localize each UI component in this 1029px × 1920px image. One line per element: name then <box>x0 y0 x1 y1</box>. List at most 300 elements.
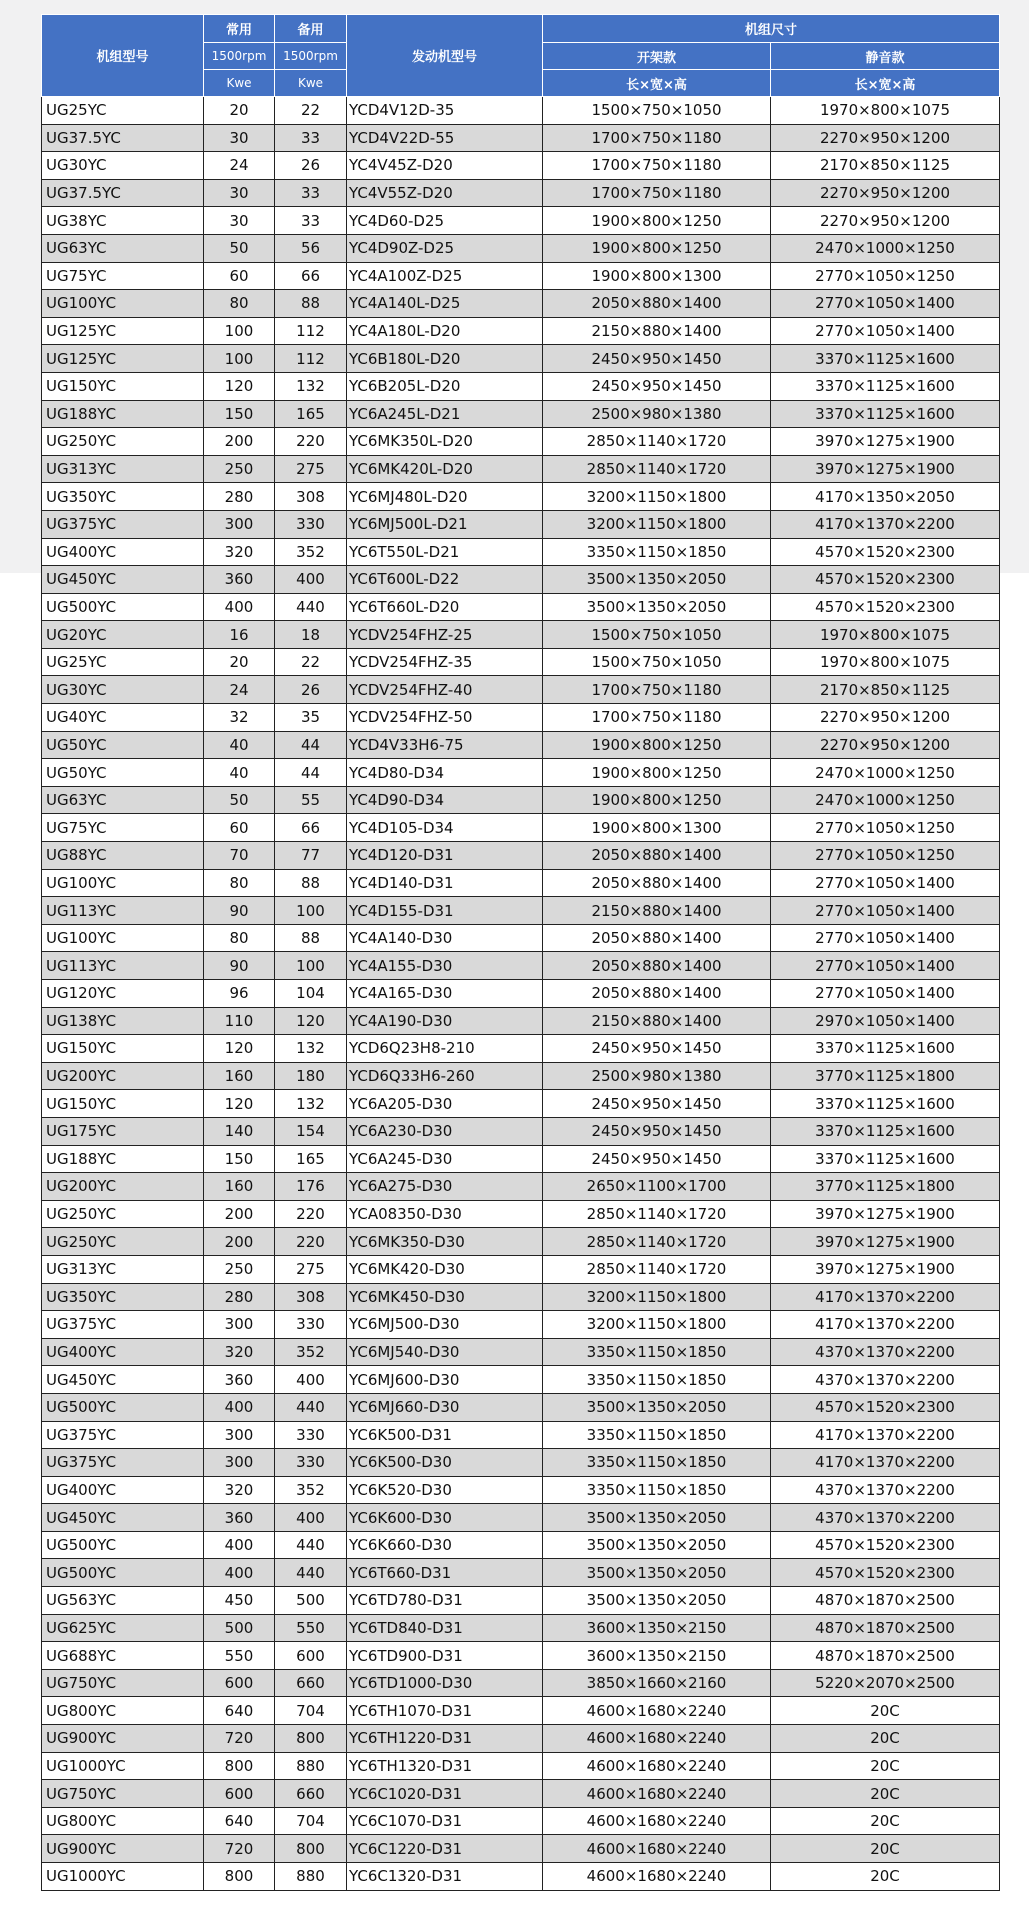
open-dimensions-cell: 1700×750×1180 <box>543 152 771 180</box>
common-kwe-cell: 30 <box>204 124 275 152</box>
common-kwe-cell: 300 <box>204 1449 275 1477</box>
table-row <box>42 1449 1000 1477</box>
common-kwe-cell: 550 <box>204 1642 275 1670</box>
header-open-type: 开架款 <box>543 43 771 70</box>
open-dimensions-cell: 2450×950×1450 <box>543 345 771 373</box>
engine-model-cell: YCD4V22D-55 <box>347 124 543 152</box>
open-dimensions-cell: 3350×1150×1850 <box>543 1421 771 1449</box>
engine-model-cell: YCDV254FHZ-35 <box>347 648 543 676</box>
common-kwe-cell: 90 <box>204 897 275 925</box>
open-dimensions-cell: 1900×800×1250 <box>543 786 771 814</box>
engine-model-cell: YC6TH1220-D31 <box>347 1725 543 1753</box>
common-kwe-cell: 250 <box>204 455 275 483</box>
engine-model-cell: YC6A230-D30 <box>347 1117 543 1145</box>
silent-dimensions-cell: 2770×1050×1250 <box>771 842 1000 870</box>
model-cell: UG63YC <box>42 786 204 814</box>
silent-dimensions-cell: 2270×950×1200 <box>771 124 1000 152</box>
model-cell: UG25YC <box>42 648 204 676</box>
model-cell: UG125YC <box>42 317 204 345</box>
engine-model-cell: YC4A100Z-D25 <box>347 262 543 290</box>
open-dimensions-cell: 4600×1680×2240 <box>543 1725 771 1753</box>
standby-kwe-cell: 88 <box>275 924 347 952</box>
common-kwe-cell: 16 <box>204 621 275 649</box>
table-row <box>42 428 1000 456</box>
common-kwe-cell: 280 <box>204 483 275 511</box>
table-row <box>42 1421 1000 1449</box>
standby-kwe-cell: 440 <box>275 1559 347 1587</box>
model-cell: UG25YC <box>42 97 204 125</box>
silent-dimensions-cell: 2270×950×1200 <box>771 207 1000 235</box>
genset-spec-table <box>41 14 1000 1891</box>
open-dimensions-cell: 1900×800×1250 <box>543 759 771 787</box>
open-dimensions-cell: 2500×980×1380 <box>543 400 771 428</box>
standby-kwe-cell: 154 <box>275 1117 347 1145</box>
table-row <box>42 676 1000 704</box>
engine-model-cell: YC6B205L-D20 <box>347 372 543 400</box>
header-rpm-common: 1500rpm <box>204 43 275 70</box>
model-cell: UG188YC <box>42 400 204 428</box>
table-row <box>42 566 1000 594</box>
open-dimensions-cell: 2050×880×1400 <box>543 842 771 870</box>
standby-kwe-cell: 220 <box>275 1200 347 1228</box>
common-kwe-cell: 320 <box>204 1338 275 1366</box>
table-row <box>42 1807 1000 1835</box>
silent-dimensions-cell: 2770×1050×1400 <box>771 869 1000 897</box>
engine-model-cell: YC4V55Z-D20 <box>347 179 543 207</box>
open-dimensions-cell: 2650×1100×1700 <box>543 1173 771 1201</box>
table-row <box>42 897 1000 925</box>
common-kwe-cell: 800 <box>204 1752 275 1780</box>
engine-model-cell: YC6MK450-D30 <box>347 1283 543 1311</box>
silent-dimensions-cell: 2170×850×1125 <box>771 152 1000 180</box>
table-row <box>42 814 1000 842</box>
open-dimensions-cell: 2850×1140×1720 <box>543 1255 771 1283</box>
common-kwe-cell: 30 <box>204 207 275 235</box>
table-row <box>42 538 1000 566</box>
table-row <box>42 648 1000 676</box>
silent-dimensions-cell: 2770×1050×1400 <box>771 924 1000 952</box>
engine-model-cell: YCD4V12D-35 <box>347 97 543 125</box>
table-row <box>42 483 1000 511</box>
common-kwe-cell: 200 <box>204 1200 275 1228</box>
open-dimensions-cell: 3350×1150×1850 <box>543 1338 771 1366</box>
model-cell: UG500YC <box>42 1559 204 1587</box>
silent-dimensions-cell: 4870×1870×2500 <box>771 1587 1000 1615</box>
model-cell: UG250YC <box>42 1228 204 1256</box>
common-kwe-cell: 110 <box>204 1007 275 1035</box>
table-row <box>42 731 1000 759</box>
silent-dimensions-cell: 2170×850×1125 <box>771 676 1000 704</box>
engine-model-cell: YC6K500-D30 <box>347 1449 543 1477</box>
silent-dimensions-cell: 3370×1125×1600 <box>771 400 1000 428</box>
silent-dimensions-cell: 2470×1000×1250 <box>771 786 1000 814</box>
silent-dimensions-cell: 20C <box>771 1807 1000 1835</box>
engine-model-cell: YC6B180L-D20 <box>347 345 543 373</box>
model-cell: UG75YC <box>42 814 204 842</box>
model-cell: UG250YC <box>42 428 204 456</box>
table-row <box>42 510 1000 538</box>
header-lwh-open: 长×宽×高 <box>543 70 771 97</box>
silent-dimensions-cell: 3970×1275×1900 <box>771 1200 1000 1228</box>
model-cell: UG63YC <box>42 234 204 262</box>
model-cell: UG500YC <box>42 593 204 621</box>
model-cell: UG750YC <box>42 1669 204 1697</box>
open-dimensions-cell: 3500×1350×2050 <box>543 1559 771 1587</box>
silent-dimensions-cell: 4870×1870×2500 <box>771 1642 1000 1670</box>
common-kwe-cell: 500 <box>204 1614 275 1642</box>
table-row <box>42 124 1000 152</box>
silent-dimensions-cell: 4170×1370×2200 <box>771 510 1000 538</box>
table-row <box>42 593 1000 621</box>
table-row <box>42 869 1000 897</box>
standby-kwe-cell: 330 <box>275 1311 347 1339</box>
open-dimensions-cell: 3200×1150×1800 <box>543 483 771 511</box>
engine-model-cell: YC6T550L-D21 <box>347 538 543 566</box>
engine-model-cell: YCD6Q23H8-210 <box>347 1035 543 1063</box>
standby-kwe-cell: 56 <box>275 234 347 262</box>
engine-model-cell: YC6K660-D30 <box>347 1531 543 1559</box>
table-row <box>42 1366 1000 1394</box>
engine-model-cell: YC4D80-D34 <box>347 759 543 787</box>
header-kwe-standby: Kwe <box>275 70 347 97</box>
engine-model-cell: YC6TH1070-D31 <box>347 1697 543 1725</box>
engine-model-cell: YC6A275-D30 <box>347 1173 543 1201</box>
model-cell: UG150YC <box>42 372 204 400</box>
standby-kwe-cell: 704 <box>275 1697 347 1725</box>
open-dimensions-cell: 1500×750×1050 <box>543 621 771 649</box>
table-row <box>42 1863 1000 1891</box>
engine-model-cell: YC6T660-D31 <box>347 1559 543 1587</box>
table-row <box>42 1642 1000 1670</box>
standby-kwe-cell: 77 <box>275 842 347 870</box>
model-cell: UG113YC <box>42 897 204 925</box>
model-cell: UG563YC <box>42 1587 204 1615</box>
header-kwe-common: Kwe <box>204 70 275 97</box>
engine-model-cell: YCD6Q33H6-260 <box>347 1062 543 1090</box>
open-dimensions-cell: 2050×880×1400 <box>543 869 771 897</box>
engine-model-cell: YC6C1070-D31 <box>347 1807 543 1835</box>
engine-model-cell: YC6TD780-D31 <box>347 1587 543 1615</box>
model-cell: UG250YC <box>42 1200 204 1228</box>
model-cell: UG350YC <box>42 483 204 511</box>
standby-kwe-cell: 660 <box>275 1669 347 1697</box>
silent-dimensions-cell: 3970×1275×1900 <box>771 455 1000 483</box>
standby-kwe-cell: 22 <box>275 97 347 125</box>
table-row <box>42 1725 1000 1753</box>
standby-kwe-cell: 660 <box>275 1780 347 1808</box>
standby-kwe-cell: 440 <box>275 1531 347 1559</box>
engine-model-cell: YC6C1320-D31 <box>347 1863 543 1891</box>
common-kwe-cell: 20 <box>204 97 275 125</box>
table-row <box>42 1835 1000 1863</box>
common-kwe-cell: 720 <box>204 1725 275 1753</box>
silent-dimensions-cell: 4570×1520×2300 <box>771 593 1000 621</box>
open-dimensions-cell: 2450×950×1450 <box>543 372 771 400</box>
common-kwe-cell: 150 <box>204 400 275 428</box>
table-row <box>42 924 1000 952</box>
open-dimensions-cell: 1700×750×1180 <box>543 124 771 152</box>
common-kwe-cell: 50 <box>204 786 275 814</box>
common-kwe-cell: 400 <box>204 1531 275 1559</box>
engine-model-cell: YC6MK350-D30 <box>347 1228 543 1256</box>
engine-model-cell: YC4V45Z-D20 <box>347 152 543 180</box>
header-silent-type: 静音款 <box>771 43 1000 70</box>
open-dimensions-cell: 4600×1680×2240 <box>543 1807 771 1835</box>
engine-model-cell: YC4D90Z-D25 <box>347 234 543 262</box>
silent-dimensions-cell: 3370×1125×1600 <box>771 372 1000 400</box>
open-dimensions-cell: 2850×1140×1720 <box>543 428 771 456</box>
common-kwe-cell: 720 <box>204 1835 275 1863</box>
engine-model-cell: YCDV254FHZ-25 <box>347 621 543 649</box>
standby-kwe-cell: 132 <box>275 1090 347 1118</box>
silent-dimensions-cell: 2470×1000×1250 <box>771 759 1000 787</box>
standby-kwe-cell: 176 <box>275 1173 347 1201</box>
standby-kwe-cell: 352 <box>275 538 347 566</box>
common-kwe-cell: 150 <box>204 1145 275 1173</box>
engine-model-cell: YC6MJ540-D30 <box>347 1338 543 1366</box>
standby-kwe-cell: 18 <box>275 621 347 649</box>
model-cell: UG40YC <box>42 704 204 732</box>
silent-dimensions-cell: 4570×1520×2300 <box>771 1559 1000 1587</box>
standby-kwe-cell: 220 <box>275 1228 347 1256</box>
common-kwe-cell: 120 <box>204 1090 275 1118</box>
engine-model-cell: YC6A245L-D21 <box>347 400 543 428</box>
common-kwe-cell: 450 <box>204 1587 275 1615</box>
standby-kwe-cell: 44 <box>275 759 347 787</box>
engine-model-cell: YC6C1220-D31 <box>347 1835 543 1863</box>
silent-dimensions-cell: 3970×1275×1900 <box>771 428 1000 456</box>
standby-kwe-cell: 330 <box>275 510 347 538</box>
table-row <box>42 1393 1000 1421</box>
standby-kwe-cell: 165 <box>275 1145 347 1173</box>
silent-dimensions-cell: 4170×1350×2050 <box>771 483 1000 511</box>
silent-dimensions-cell: 2770×1050×1250 <box>771 262 1000 290</box>
model-cell: UG900YC <box>42 1725 204 1753</box>
engine-model-cell: YC6MK420-D30 <box>347 1255 543 1283</box>
engine-model-cell: YC4A140L-D25 <box>347 290 543 318</box>
table-row <box>42 317 1000 345</box>
common-kwe-cell: 600 <box>204 1669 275 1697</box>
model-cell: UG375YC <box>42 1449 204 1477</box>
common-kwe-cell: 32 <box>204 704 275 732</box>
engine-model-cell: YC6MJ660-D30 <box>347 1393 543 1421</box>
open-dimensions-cell: 2850×1140×1720 <box>543 455 771 483</box>
model-cell: UG400YC <box>42 1476 204 1504</box>
engine-model-cell: YC6MK420L-D20 <box>347 455 543 483</box>
table-row <box>42 207 1000 235</box>
silent-dimensions-cell: 20C <box>771 1697 1000 1725</box>
standby-kwe-cell: 55 <box>275 786 347 814</box>
silent-dimensions-cell: 1970×800×1075 <box>771 648 1000 676</box>
table-row <box>42 621 1000 649</box>
table-row <box>42 1173 1000 1201</box>
silent-dimensions-cell: 20C <box>771 1725 1000 1753</box>
header-lwh-silent: 长×宽×高 <box>771 70 1000 97</box>
standby-kwe-cell: 330 <box>275 1421 347 1449</box>
open-dimensions-cell: 2850×1140×1720 <box>543 1228 771 1256</box>
common-kwe-cell: 640 <box>204 1807 275 1835</box>
engine-model-cell: YCDV254FHZ-50 <box>347 704 543 732</box>
open-dimensions-cell: 2450×950×1450 <box>543 1145 771 1173</box>
model-cell: UG150YC <box>42 1035 204 1063</box>
standby-kwe-cell: 33 <box>275 179 347 207</box>
standby-kwe-cell: 704 <box>275 1807 347 1835</box>
table-row <box>42 1669 1000 1697</box>
engine-model-cell: YC4D60-D25 <box>347 207 543 235</box>
common-kwe-cell: 300 <box>204 1421 275 1449</box>
standby-kwe-cell: 330 <box>275 1449 347 1477</box>
common-kwe-cell: 100 <box>204 345 275 373</box>
standby-kwe-cell: 104 <box>275 980 347 1008</box>
open-dimensions-cell: 2150×880×1400 <box>543 317 771 345</box>
silent-dimensions-cell: 4370×1370×2200 <box>771 1476 1000 1504</box>
common-kwe-cell: 140 <box>204 1117 275 1145</box>
standby-kwe-cell: 100 <box>275 952 347 980</box>
engine-model-cell: YC4A165-D30 <box>347 980 543 1008</box>
open-dimensions-cell: 3500×1350×2050 <box>543 593 771 621</box>
open-dimensions-cell: 3350×1150×1850 <box>543 1476 771 1504</box>
engine-model-cell: YC6TH1320-D31 <box>347 1752 543 1780</box>
standby-kwe-cell: 33 <box>275 207 347 235</box>
standby-kwe-cell: 120 <box>275 1007 347 1035</box>
model-cell: UG375YC <box>42 1311 204 1339</box>
common-kwe-cell: 160 <box>204 1173 275 1201</box>
common-kwe-cell: 60 <box>204 262 275 290</box>
common-kwe-cell: 600 <box>204 1780 275 1808</box>
open-dimensions-cell: 1900×800×1250 <box>543 207 771 235</box>
standby-kwe-cell: 35 <box>275 704 347 732</box>
standby-kwe-cell: 33 <box>275 124 347 152</box>
engine-model-cell: YC6K500-D31 <box>347 1421 543 1449</box>
table-row <box>42 1090 1000 1118</box>
table-row <box>42 1255 1000 1283</box>
standby-kwe-cell: 352 <box>275 1476 347 1504</box>
common-kwe-cell: 60 <box>204 814 275 842</box>
model-cell: UG500YC <box>42 1531 204 1559</box>
engine-model-cell: YC6T660L-D20 <box>347 593 543 621</box>
standby-kwe-cell: 600 <box>275 1642 347 1670</box>
open-dimensions-cell: 1900×800×1250 <box>543 234 771 262</box>
engine-model-cell: YC4D120-D31 <box>347 842 543 870</box>
open-dimensions-cell: 2850×1140×1720 <box>543 1200 771 1228</box>
table-row <box>42 372 1000 400</box>
open-dimensions-cell: 2450×950×1450 <box>543 1117 771 1145</box>
common-kwe-cell: 120 <box>204 372 275 400</box>
silent-dimensions-cell: 2270×950×1200 <box>771 704 1000 732</box>
silent-dimensions-cell: 20C <box>771 1863 1000 1891</box>
table-row <box>42 1035 1000 1063</box>
model-cell: UG375YC <box>42 510 204 538</box>
header-standby: 备用 <box>275 15 347 43</box>
table-row <box>42 1531 1000 1559</box>
silent-dimensions-cell: 3970×1275×1900 <box>771 1255 1000 1283</box>
model-cell: UG20YC <box>42 621 204 649</box>
common-kwe-cell: 320 <box>204 1476 275 1504</box>
common-kwe-cell: 640 <box>204 1697 275 1725</box>
engine-model-cell: YC4D140-D31 <box>347 869 543 897</box>
open-dimensions-cell: 3350×1150×1850 <box>543 1449 771 1477</box>
model-cell: UG1000YC <box>42 1752 204 1780</box>
engine-model-cell: YC4A155-D30 <box>347 952 543 980</box>
table-row <box>42 952 1000 980</box>
standby-kwe-cell: 180 <box>275 1062 347 1090</box>
silent-dimensions-cell: 2970×1050×1400 <box>771 1007 1000 1035</box>
model-cell: UG88YC <box>42 842 204 870</box>
standby-kwe-cell: 800 <box>275 1725 347 1753</box>
model-cell: UG113YC <box>42 952 204 980</box>
standby-kwe-cell: 308 <box>275 483 347 511</box>
model-cell: UG30YC <box>42 152 204 180</box>
header-common: 常用 <box>204 15 275 43</box>
model-cell: UG30YC <box>42 676 204 704</box>
common-kwe-cell: 100 <box>204 317 275 345</box>
standby-kwe-cell: 44 <box>275 731 347 759</box>
open-dimensions-cell: 4600×1680×2240 <box>543 1752 771 1780</box>
engine-model-cell: YC4D105-D34 <box>347 814 543 842</box>
model-cell: UG100YC <box>42 869 204 897</box>
silent-dimensions-cell: 4170×1370×2200 <box>771 1311 1000 1339</box>
common-kwe-cell: 280 <box>204 1283 275 1311</box>
common-kwe-cell: 80 <box>204 924 275 952</box>
open-dimensions-cell: 1900×800×1300 <box>543 262 771 290</box>
model-cell: UG175YC <box>42 1117 204 1145</box>
standby-kwe-cell: 308 <box>275 1283 347 1311</box>
model-cell: UG37.5YC <box>42 124 204 152</box>
silent-dimensions-cell: 2770×1050×1400 <box>771 980 1000 1008</box>
standby-kwe-cell: 275 <box>275 455 347 483</box>
table-row <box>42 1062 1000 1090</box>
model-cell: UG500YC <box>42 1393 204 1421</box>
table-row <box>42 1311 1000 1339</box>
standby-kwe-cell: 800 <box>275 1835 347 1863</box>
open-dimensions-cell: 3850×1660×2160 <box>543 1669 771 1697</box>
common-kwe-cell: 90 <box>204 952 275 980</box>
standby-kwe-cell: 112 <box>275 317 347 345</box>
engine-model-cell: YCDV254FHZ-40 <box>347 676 543 704</box>
open-dimensions-cell: 2450×950×1450 <box>543 1090 771 1118</box>
model-cell: UG450YC <box>42 566 204 594</box>
silent-dimensions-cell: 20C <box>771 1835 1000 1863</box>
silent-dimensions-cell: 1970×800×1075 <box>771 97 1000 125</box>
standby-kwe-cell: 275 <box>275 1255 347 1283</box>
engine-model-cell: YC4D90-D34 <box>347 786 543 814</box>
engine-model-cell: YC6MJ600-D30 <box>347 1366 543 1394</box>
model-cell: UG100YC <box>42 290 204 318</box>
open-dimensions-cell: 2150×880×1400 <box>543 1007 771 1035</box>
silent-dimensions-cell: 20C <box>771 1780 1000 1808</box>
open-dimensions-cell: 3500×1350×2050 <box>543 1587 771 1615</box>
common-kwe-cell: 300 <box>204 1311 275 1339</box>
engine-model-cell: YC4A140-D30 <box>347 924 543 952</box>
open-dimensions-cell: 3600×1350×2150 <box>543 1642 771 1670</box>
open-dimensions-cell: 1700×750×1180 <box>543 704 771 732</box>
silent-dimensions-cell: 3970×1275×1900 <box>771 1228 1000 1256</box>
engine-model-cell: YC6T600L-D22 <box>347 566 543 594</box>
table-row <box>42 179 1000 207</box>
engine-model-cell: YC6MJ480L-D20 <box>347 483 543 511</box>
open-dimensions-cell: 3500×1350×2050 <box>543 566 771 594</box>
silent-dimensions-cell: 3770×1125×1800 <box>771 1062 1000 1090</box>
table-row <box>42 1117 1000 1145</box>
standby-kwe-cell: 550 <box>275 1614 347 1642</box>
open-dimensions-cell: 1700×750×1180 <box>543 676 771 704</box>
silent-dimensions-cell: 2770×1050×1400 <box>771 897 1000 925</box>
silent-dimensions-cell: 4170×1370×2200 <box>771 1421 1000 1449</box>
silent-dimensions-cell: 4370×1370×2200 <box>771 1504 1000 1532</box>
open-dimensions-cell: 2050×880×1400 <box>543 952 771 980</box>
standby-kwe-cell: 88 <box>275 290 347 318</box>
table-row <box>42 842 1000 870</box>
